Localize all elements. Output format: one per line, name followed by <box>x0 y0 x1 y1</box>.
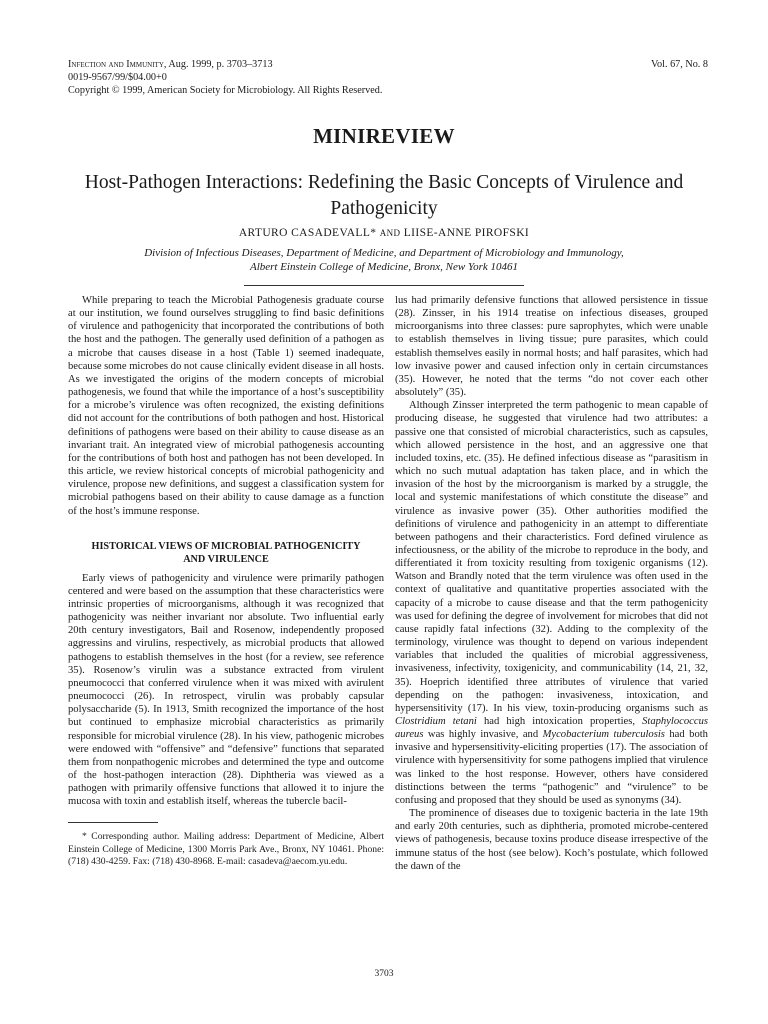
running-header <box>68 58 708 97</box>
organism-clostridium: Clostridium tetani <box>395 716 477 727</box>
zinsser-paragraph <box>395 399 708 807</box>
organism-mycobacterium: Mycobacterium tuberculosis <box>542 729 665 741</box>
author-1: ARTURO CASADEVALL* <box>238 227 377 239</box>
zinsser-text: Although Zinsser interpreted the term pathogenic to mean capable of producing disease, he suggested that virulence had two attributes: a passive one that consisted of microbial characteristics, such as capsules, which allowed persistence in the host, and an aggressive one that included toxins, etc. (35). He defined infectious disease as “parasitism in which no such mutual adaptation has taken place, and in which the invasion of the host by the microorganism is marked by a struggle, the local and systemic manifestations of which constitute the disease” and virulence as invasive power (35). Other authorities modified the definitions of virulence and pathogenicity in an attempt to differentiate between pathogens and their characteristics. Ford defined virulence as infectiousness, or the ability of the microbe to reproduce in the body, and differentiated it from toxicity resulting from toxigenic organisms (12). Watson and Brandly noted that the term virulence was often used in the context of qualitative and quantitative properties associated with the capacity of a microbe to cause disease and that the term pathogenicity was used for defining the degree of involvement for microbes that did not cause rapidly fatal infections (32). Adding to the complexity of the terminology, virulence was thought to depend on various independent variables that included the qualities of microbial aggressiveness, invasiveness, infectivity, toxigenicity, and communicability (14, 21, 32, 35). Hoeprich identified three attributes of virulence that varied depending on the pathogen: invasiveness, intoxication, and hypersensitivity (17). In his view, toxin-producing organisms such as <box>395 400 708 714</box>
historical-paragraph: Early views of pathogenicity and virulence were primarily pathogen centered and were based on the assumption that these characteristics were intrinsic properties of microorganisms, although it was recognized that pathogenicity was neither invariant nor absolute. Two influential early 20th century investigators, Bail and Rosenow, independently proposed aggressins and virulins, respectively, as microbial products that allowed pathogens to establish themselves in the host (for a review, see reference 35). Rosenow’s virulin was a substance extracted from virulent pneumococci that conferred virulence when it was mixed with avirulent pneumococci (26). In retrospect, virulin was probably capsular polysaccharide (5). In 1913, Smith recognized the importance of the host but continued to emphasize microbial characteristics as primarily responsible for microbial virulence (28). In his view, pathogenic microbes were endowed with “offensive” and “defensive” functions that separated them from nonpathogenic microbes and determined the type and outcome of the host-pathogen interaction (28). Diphtheria was viewed as a pathogen with primarily offensive functions that allowed it to injure the mucosa with toxin and establish itself, whereas the tubercle bacil- <box>68 572 384 808</box>
journal-citation <box>68 58 708 71</box>
zinsser-text-c: was highly invasive, and <box>423 729 543 741</box>
article-title: Host-Pathogen Interactions: Redefining the Basic Concepts of Virulence and Pathogenicity <box>84 172 684 219</box>
issn-line: 0019-9567/99/$04.00+0 <box>68 72 167 83</box>
section-heading-line-2: AND VIRULENCE <box>183 553 269 565</box>
section-heading <box>68 540 384 566</box>
citation-text: , Aug. 1999, p. 3703–3713 <box>163 59 273 70</box>
left-column <box>68 294 384 868</box>
author-and: AND <box>379 228 401 238</box>
organism-staphylococcus: Staphylococcus aureus <box>395 716 708 741</box>
author-2: LIISE-ANNE PIROFSKI <box>403 227 530 239</box>
toxigenic-paragraph: The prominence of diseases due to toxigenic bacteria in the late 19th and early 20th centuries, such as diphtheria, promoted microbe-centered views of pathogenesis, because toxins produce disease irrespective of the immune status of the host (see below). Koch’s postulate, which followed the dawn of the <box>395 808 708 872</box>
volume-issue: Vol. 67, No. 8 <box>651 59 708 70</box>
corresponding-author-footnote: * Corresponding author. Mailing address: Department of Medicine, Albert Einstein College of Medicine, 1300 Morris Park Ave., Bronx, NY 10461. Phone: (718) 430-4259. Fax: (718) 430-8968. E-mail: casadeva@aecom.yu.edu. <box>68 831 384 867</box>
zinsser-text-b: had high intoxication properties, <box>476 716 643 727</box>
affiliation <box>100 246 668 274</box>
title-divider <box>244 285 524 286</box>
intro-paragraph: While preparing to teach the Microbial Pathogenesis graduate course at our institution, we found ourselves struggling to find basic definitions of virulence and pathogenicity that incorporated the contributions of both the host and the pathogen. The generally used definition of a pathogen as a microbe that causes disease in a host (Table 1) seemed inadequate, because some microbes do not cause clinically evident disease in all hosts. As we investigated the origins of the modern concepts of microbial pathogenesis, we found that while the importance of a host’s susceptibility for a microbe’s virulence was often recognized, the existing definitions did not account for the contributions of both pathogen and host. Historical definitions of pathogens were based on their ability to cause disease as an invariant trait. An integrated view of microbial pathogenesis accounting for the contributions of both host and pathogen has not been developed. In this article, we review historical concepts of microbial pathogenicity and virulence, propose new definitions, and suggest a classification system for microbial pathogens based on their ability to cause damage as a function of the host’s immune response. <box>68 295 384 517</box>
affiliation-line-1: Division of Infectious Diseases, Department of Medicine, and Department of Microbiology and Immunology, <box>144 247 624 259</box>
copyright-line: Copyright © 1999, American Society for Microbiology. All Rights Reserved. <box>68 85 383 96</box>
right-column <box>395 294 708 873</box>
author-line <box>0 227 768 239</box>
zinsser-text-d: had both invasive and hypersensitivity-eliciting properties (17). The association of virulence with hypersensitivity for some pathogens implied that virulence was linked to the host response. However, others have considered distinctions between the terms “pathogenic” and “virulence” to be confusing and proposed that they should be used as synonyms (34). <box>395 729 708 806</box>
affiliation-line-2: Albert Einstein College of Medicine, Bronx, New York 10461 <box>249 261 519 273</box>
journal-name: Infection and Immunity <box>68 59 164 70</box>
article-type: MINIREVIEW <box>313 124 455 148</box>
footnote-divider <box>68 822 158 823</box>
page-number: 3703 <box>374 969 394 979</box>
continued-paragraph: lus had primarily defensive functions that allowed persistence in tissue (28). Zinsser, in his 1914 treatise on infectious diseases, grouped microorganisms into three classes: pure saprophytes, which were unable to establish themselves in living tissue; pure parasites, which could establish themselves easily in normal hosts; and half parasites, which had low invasive power and caused infection only in certain circumstances (35). However, he noted that the terms “do not cover each other absolutely” (35). <box>395 295 708 399</box>
section-heading-line-1: HISTORICAL VIEWS OF MICROBIAL PATHOGENICITY <box>91 540 361 552</box>
